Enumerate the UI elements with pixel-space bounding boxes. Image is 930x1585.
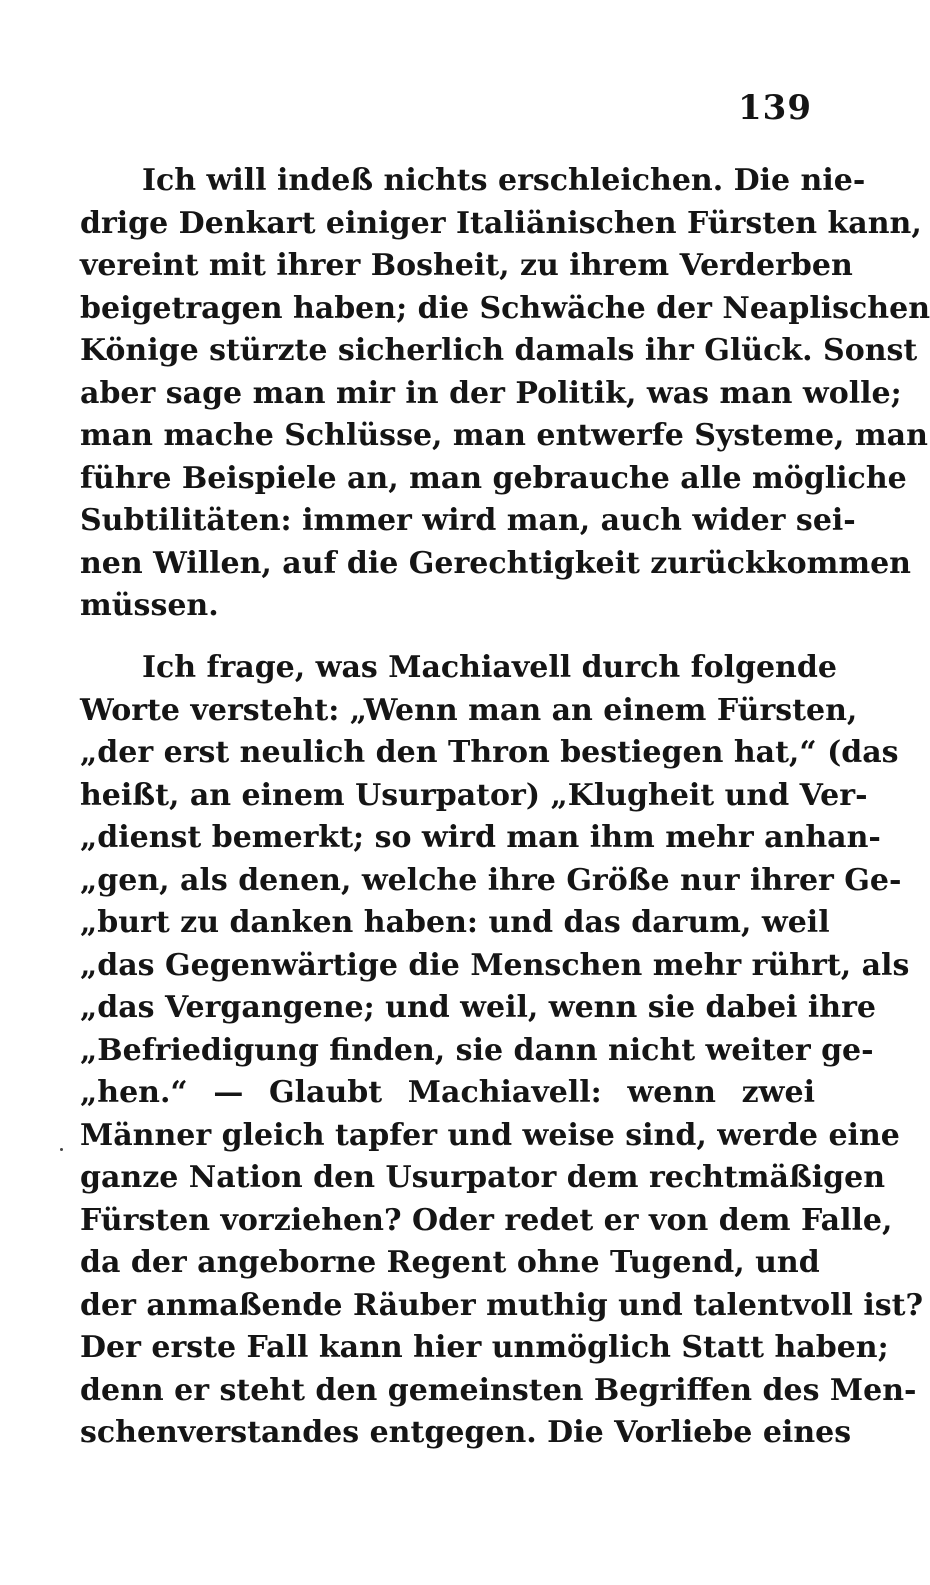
page-number: 139 (738, 88, 812, 128)
text-line: denn er steht den gemeinsten Begriffen des Men- (80, 1372, 917, 1408)
text-line: müssen. (80, 588, 219, 623)
text-line: „das Gegenwärtige die Menschen mehr rührt, als (80, 947, 910, 983)
text-line: „gen, als denen, welche ihre Größe nur ihrer Ge- (80, 862, 902, 898)
text-line: Der erste Fall kann hier unmöglich Statt haben; (80, 1330, 889, 1365)
text-line: Fürsten vorziehen? Oder redet er von dem Falle, (80, 1202, 893, 1238)
text-line: „Befriedigung finden, sie dann nicht weiter ge- (80, 1032, 874, 1068)
text-line: aber sage man mir in der Politik, was man wolle; (80, 375, 902, 411)
text-line: schenverstandes entgegen. Die Vorliebe eines (80, 1415, 852, 1450)
text-line: „das Vergangene; und weil, wenn sie dabei ihre (80, 990, 876, 1025)
text-line: Männer gleich tapfer und weise sind, werde eine (80, 1117, 900, 1153)
ink-speck (60, 1148, 63, 1151)
text-line: führe Beispiele an, man gebrauche alle mögliche (80, 460, 907, 496)
text-line: vereint mit ihrer Bosheit, zu ihrem Verderben (80, 248, 853, 283)
text-line: da der angeborne Regent ohne Tugend, und (80, 1245, 820, 1280)
text-line: man mache Schlüsse, man entwerfe Systeme, man (80, 418, 928, 453)
paragraph-2 (80, 647, 924, 1455)
text-line: nen Willen, auf die Gerechtigkeit zurückkommen (80, 545, 911, 581)
text-line: Könige stürzte sicherlich damals ihr Glück. Sonst (80, 333, 918, 368)
text-line: der anmaßende Räuber muthig und talentvoll ist? (80, 1287, 924, 1323)
text-line: „hen.“ — Glaubt Machiavell: wenn zwei (80, 1075, 815, 1110)
text-line: „dienst bemerkt; so wird man ihm mehr anhan- (80, 820, 881, 855)
text-line: Ich frage, was Machiavell durch folgende (142, 650, 837, 685)
text-line: Subtilitäten: immer wird man, auch wider sei- (80, 503, 856, 538)
text-line: heißt, an einem Usurpator) „Klugheit und Ver- (80, 777, 868, 813)
text-line: drige Denkart einiger Italiänischen Fürsten kann, (80, 205, 922, 241)
paragraph-1 (80, 160, 930, 628)
text-line: beigetragen haben; die Schwäche der Neaplischen (80, 290, 930, 326)
text-line: „der erst neulich den Thron bestiegen hat,“ (das (80, 735, 899, 770)
text-line: ganze Nation den Usurpator dem rechtmäßigen (80, 1160, 886, 1195)
text-line: Ich will indeß nichts erschleichen. Die nie- (142, 163, 866, 198)
text-line: Worte versteht: „Wenn man an einem Fürsten, (80, 692, 858, 728)
text-line: „burt zu danken haben: und das darum, weil (80, 905, 830, 940)
